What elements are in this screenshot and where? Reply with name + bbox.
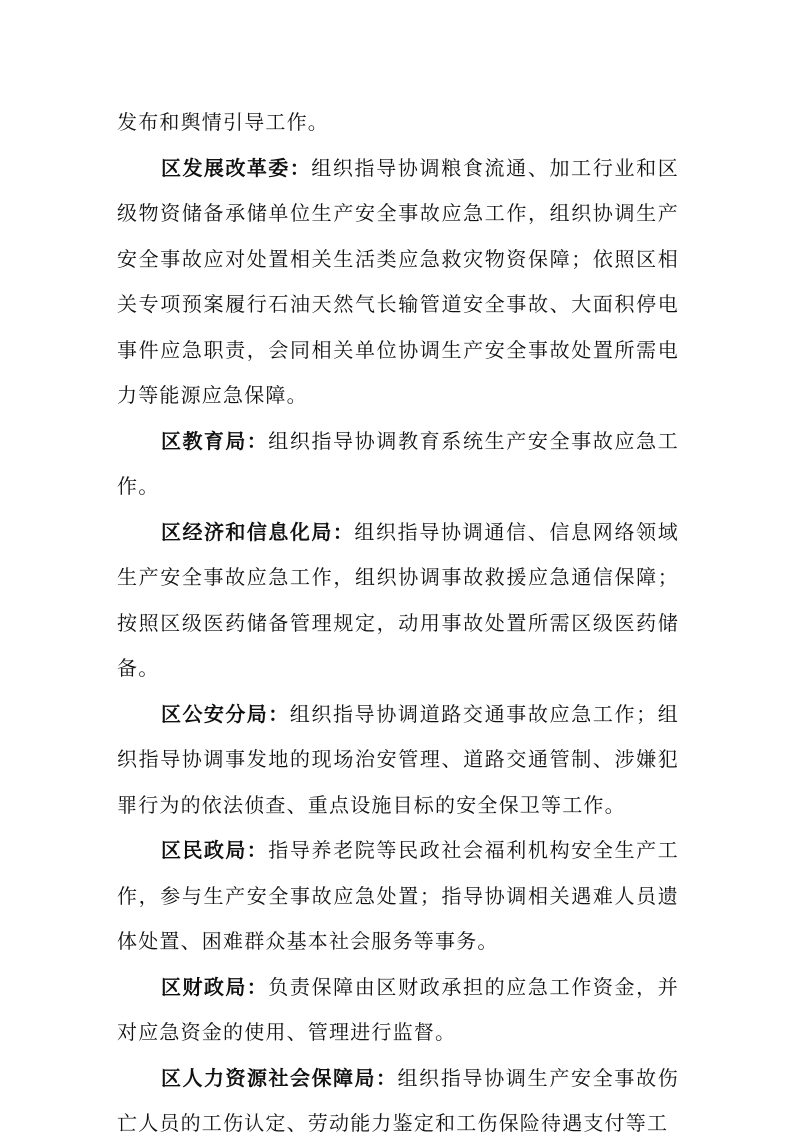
paragraph-body: 发布和舆情引导工作。 [117,110,329,134]
paragraph-heading: 区经济和信息化局： [161,519,355,544]
paragraph-heading: 区教育局： [161,428,269,453]
paragraph-heading: 区公安分局： [161,701,290,726]
paragraph-body: 组织指导协调粮食流通、加工行业和区级物资储备承储单位生产安全事故应急工作，组织协调生产安全事故应对处置相关生活类应急救灾物资保障；依照区相关专项预案履行石油天然气长输管道安全事故、大面积停电事件应急职责，会同相关单位协调生产安全事故处置所需电力等能源应急保障。 [117,155,680,407]
paragraph-district-civil-affairs [117,828,679,965]
paragraph-district-public-security [117,692,679,829]
document-body [117,100,679,1147]
paragraph-heading: 区民政局： [161,838,269,862]
paragraph-heading: 区财政局： [161,974,269,999]
paragraph-body: 指导养老院等民政社会福利机构安全生产工作，参与生产安全事故应急处置；指导协调相关遇难人员遗体处置、困难群众基本社会服务等事务。 [117,838,679,953]
paragraph-district-development-reform [117,146,679,419]
paragraph-body: 组织指导协调通信、信息网络领域生产安全事故应急工作，组织协调事故救援应急通信保障；按照区级医药储备管理规定，动用事故处置所需区级医药储备。 [117,519,680,680]
paragraph-district-education [117,419,679,510]
paragraph-district-economy-it [117,510,679,692]
paragraph-district-human-resources [117,1056,679,1147]
paragraph-body: 组织指导协调生产安全事故伤亡人员的工伤认定、劳动能力鉴定和工伤保险待遇支付等工 [117,1065,679,1135]
paragraph-body: 组织指导协调道路交通事故应急工作；组织指导协调事发地的现场治安管理、道路交通管制、涉嫌犯罪行为的依法侦查、重点设施目标的安全保卫等工作。 [117,701,679,817]
paragraph-heading: 区人力资源社会保障局： [161,1065,398,1090]
paragraph-district-finance [117,965,679,1056]
paragraph-continuation [117,100,679,146]
paragraph-body: 负责保障由区财政承担的应急工作资金，并对应急资金的使用、管理进行监督。 [117,974,679,1044]
paragraph-body: 组织指导协调教育系统生产安全事故应急工作。 [117,428,679,498]
paragraph-heading: 区发展改革委： [161,155,312,180]
